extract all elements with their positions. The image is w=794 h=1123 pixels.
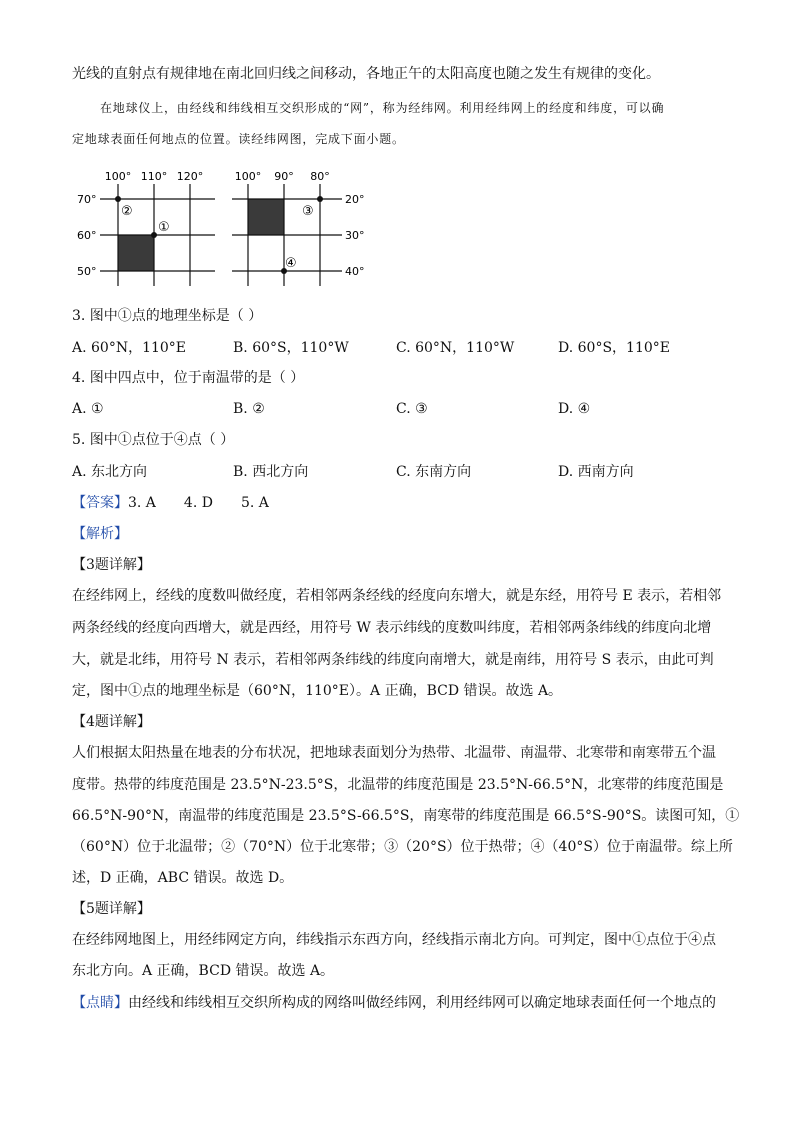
left-point-dot-1 — [151, 232, 157, 238]
answer-4: 4. D — [183, 495, 213, 511]
right-lat-label-2: 30° — [345, 229, 365, 242]
tip-row — [72, 993, 716, 1013]
detail-4-line-4: （60°N）位于北温带；②（70°N）位于北寒带；③（20°S）位于热带；④（40°S）位于南温带。综上所 — [72, 839, 733, 855]
detail-3-line-1: 在经纬网上，经线的度数叫做经度，若相邻两条经线的经度向东增大，就是东经，用符号 E 表示，若相邻 — [72, 588, 722, 604]
detail-3-line-4: 定，图中①点的地理坐标是（60°N，110°E）。A 正确，BCD 错误。故选 A。 — [72, 683, 563, 699]
left-lat-label-1: 70° — [77, 193, 97, 206]
left-lat-label-3: 50° — [77, 265, 97, 278]
right-lon-label-1: 100° — [234, 170, 262, 183]
right-lat-label-1: 20° — [345, 193, 365, 206]
detail-4-line-3: 66.5°N-90°N，南温带的纬度范围是 23.5°S-66.5°S，南寒带的纬度范围是 66.5°S-90°S。读图可知，① — [72, 808, 740, 824]
question-3-option-d: D. 60°S，110°E — [558, 340, 670, 356]
left-lon-label-2: 110° — [140, 170, 168, 183]
graticule-figure — [70, 166, 370, 286]
question-4-stem: 4. 图中四点中，位于南温带的是（ ） — [72, 370, 305, 386]
question-5-stem: 5. 图中①点位于④点（ ） — [72, 432, 235, 448]
detail-5-line-2: 东北方向。A 正确，BCD 错误。故选 A。 — [72, 963, 335, 979]
left-map-shaded-cell — [118, 235, 154, 271]
intro-line-3: 定地球表面任何地点的位置。读经纬网图，完成下面小题。 — [72, 132, 405, 146]
question-5-option-a: A. 东北方向 — [72, 464, 148, 480]
question-5-option-d: D. 西南方向 — [558, 464, 634, 480]
right-point-label-4: ④ — [285, 256, 297, 271]
detail-4-line-1: 人们根据太阳热量在地表的分布状况，把地球表面划分为热带、北温带、南温带、北寒带和南寒带五个温 — [72, 745, 716, 761]
right-graticule-map — [232, 170, 365, 286]
detail-5-title: 【5题详解】 — [72, 901, 151, 917]
question-5-option-b: B. 西北方向 — [233, 464, 309, 480]
question-3-option-a: A. 60°N，110°E — [72, 340, 187, 356]
left-point-dot-2 — [115, 196, 121, 202]
right-map-shaded-cell — [248, 199, 284, 235]
right-lon-label-2: 90° — [274, 170, 294, 183]
left-lon-label-1: 100° — [104, 170, 132, 183]
detail-4-title: 【4题详解】 — [72, 714, 151, 730]
tip-text: 由经线和纬线相互交织所构成的网络叫做经纬网，利用经纬网可以确定地球表面任何一个地点的 — [128, 995, 716, 1011]
detail-4-line-5: 述，D 正确，ABC 错误。故选 D。 — [72, 870, 294, 886]
detail-3-line-2: 两条经线的经度向西增大，就是西经，用符号 W 表示纬线的度数叫纬度，若相邻两条纬线的纬度向北增 — [72, 620, 712, 636]
detail-5-line-1: 在经纬网地图上，用经纬网定方向，纬线指示东西方向，经线指示南北方向。可判定，图中①点位于④点 — [72, 932, 716, 948]
detail-3-line-3: 大，就是北纬，用符号 N 表示，若相邻两条纬线的纬度向南增大，就是南纬，用符号 S 表示，由此可判 — [72, 652, 714, 668]
right-point-label-3: ③ — [302, 204, 314, 219]
question-5-option-c: C. 东南方向 — [396, 464, 472, 480]
analysis-label: 【解析】 — [72, 526, 128, 542]
left-point-label-2: ② — [121, 204, 133, 219]
question-4-option-b: B. ② — [233, 401, 265, 417]
left-point-label-1: ① — [158, 220, 170, 235]
right-point-dot-3 — [317, 196, 323, 202]
left-lat-label-2: 60° — [77, 229, 97, 242]
answer-5: 5. A — [240, 495, 269, 511]
question-3-option-c: C. 60°N，110°W — [396, 340, 515, 356]
answer-label: 【答案】 — [72, 495, 128, 511]
answer-3: 3. A — [128, 495, 156, 511]
detail-4-line-2: 度带。热带的纬度范围是 23.5°N-23.5°S，北温带的纬度范围是 23.5°N-66.5°N，北寒带的纬度范围是 — [72, 777, 724, 793]
right-lon-label-3: 80° — [310, 170, 330, 183]
right-lat-label-3: 40° — [345, 265, 365, 278]
intro-line-1: 光线的直射点有规律地在南北回归线之间移动，各地正午的太阳高度也随之发生有规律的变化。 — [72, 66, 660, 82]
question-4-option-d: D. ④ — [558, 401, 591, 417]
question-4-option-c: C. ③ — [396, 401, 428, 417]
question-4-option-a: A. ① — [72, 401, 104, 417]
question-3-option-b: B. 60°S，110°W — [233, 340, 349, 356]
intro-line-2: 在地球仪上，由经线和纬线相互交织形成的“网”，称为经纬网。利用经纬网上的经度和纬度，可以确 — [100, 101, 665, 115]
detail-3-title: 【3题详解】 — [72, 557, 151, 573]
tip-label: 【点睛】 — [72, 995, 128, 1011]
question-3-stem: 3. 图中①点的地理坐标是（ ） — [72, 308, 263, 324]
left-graticule-map — [77, 170, 215, 286]
left-lon-label-3: 120° — [176, 170, 204, 183]
answer-row — [72, 493, 269, 513]
